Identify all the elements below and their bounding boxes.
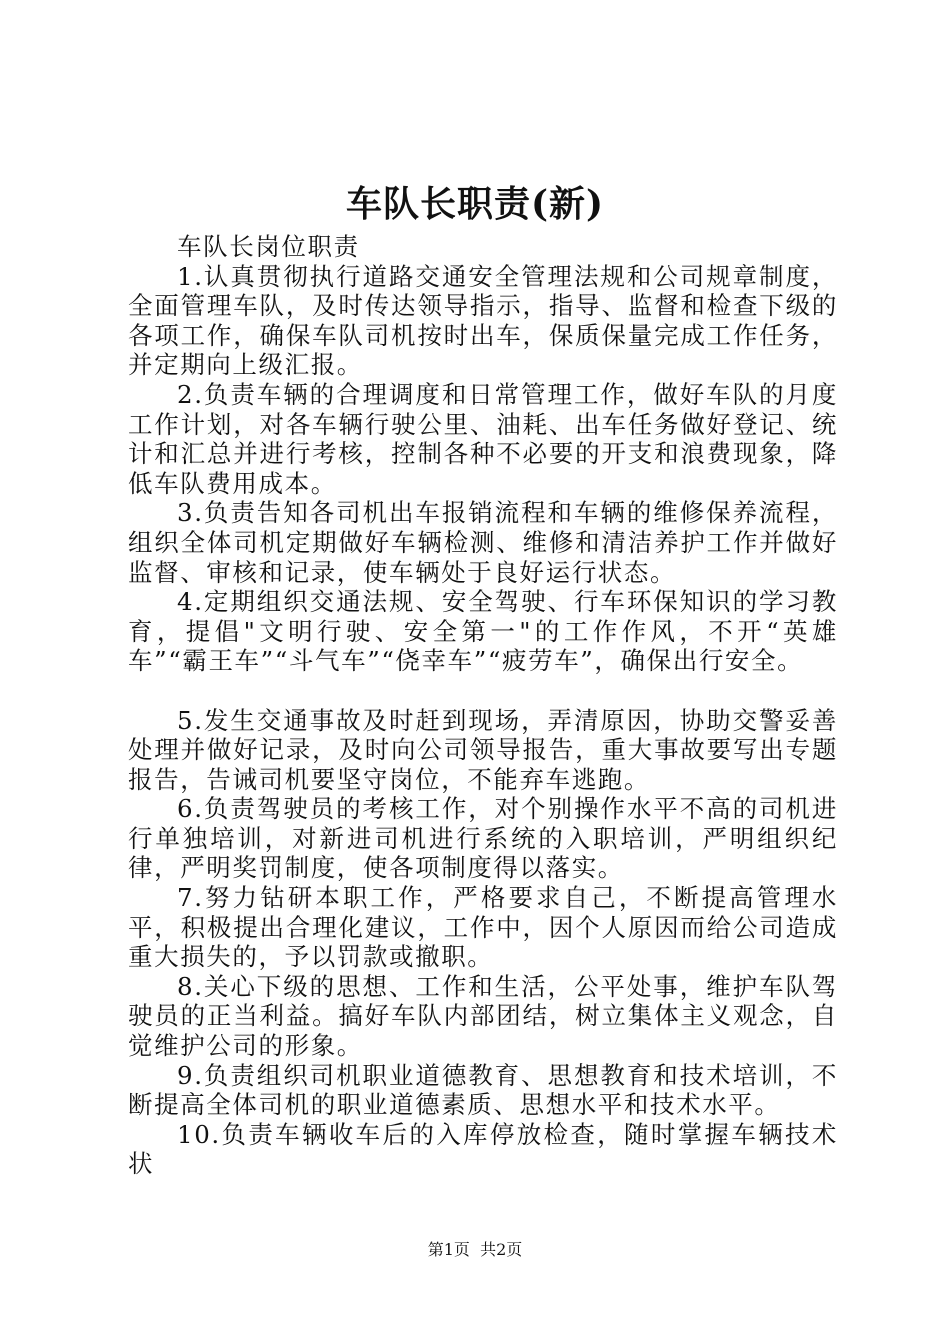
- paragraph-1: 1.认真贯彻执行道路交通安全管理法规和公司规章制度，全面管理车队，及时传达领导指示，指导、监督和检查下级的各项工作，确保车队司机按时出车，保质保量完成工作任务，并定期向上级汇报。: [128, 261, 838, 380]
- paragraph-5: 5.发生交通事故及时赶到现场，弄清原因，协助交警妥善处理并做好记录，及时向公司领导报告，重大事故要写出专题报告，告诫司机要坚守岗位，不能弃车逃跑。: [128, 705, 838, 794]
- paragraph-4: 4.定期组织交通法规、安全驾驶、行车环保知识的学习教育，提倡"文明行驶、安全第一"的工作作风，不开“英雄车”“霸王车”“斗气车”“侥幸车”“疲劳车”，确保出行安全。: [128, 587, 838, 676]
- page-number: 第1页 共2页: [427, 1240, 523, 1259]
- paragraph-2: 2.负责车辆的合理调度和日常管理工作，做好车队的月度工作计划，对各车辆行驶公里、油耗、出车任务做好登记、统计和汇总并进行考核，控制各种不必要的开支和浪费现象，降低车队费用成本。: [128, 379, 838, 498]
- paragraph-9: 9.负责组织司机职业道德教育、思想教育和技术培训，不断提高全体司机的职业道德素质、思想水平和技术水平。: [128, 1060, 838, 1120]
- paragraph-8: 8.关心下级的思想、工作和生活，公平处事，维护车队驾驶员的正当利益。搞好车队内部团结，树立集体主义观念，自觉维护公司的形象。: [128, 971, 838, 1061]
- paragraph-3: 3.负责告知各司机出车报销流程和车辆的维修保养流程，组织全体司机定期做好车辆检测、维修和清洁养护工作并做好监督、审核和记录，使车辆处于良好运行状态。: [128, 498, 838, 587]
- section-heading: 车队长岗位职责: [177, 232, 360, 261]
- document-body: [128, 232, 838, 1179]
- page-footer: [0, 1240, 950, 1260]
- paragraph-10: 10.负责车辆收车后的入库停放检查，随时掌握车辆技术状: [128, 1119, 838, 1179]
- paragraph-7: 7.努力钻研本职工作，严格要求自己，不断提高管理水平，积极提出合理化建议，工作中，因个人原因而给公司造成重大损失的，予以罚款或撤职。: [128, 883, 838, 972]
- paragraph-6: 6.负责驾驶员的考核工作，对个别操作水平不高的司机进行单独培训，对新进司机进行系统的入职培训，严明组织纪律，严明奖罚制度，使各项制度得以落实。: [128, 794, 838, 883]
- page-title: 车队长职责(新): [345, 183, 605, 225]
